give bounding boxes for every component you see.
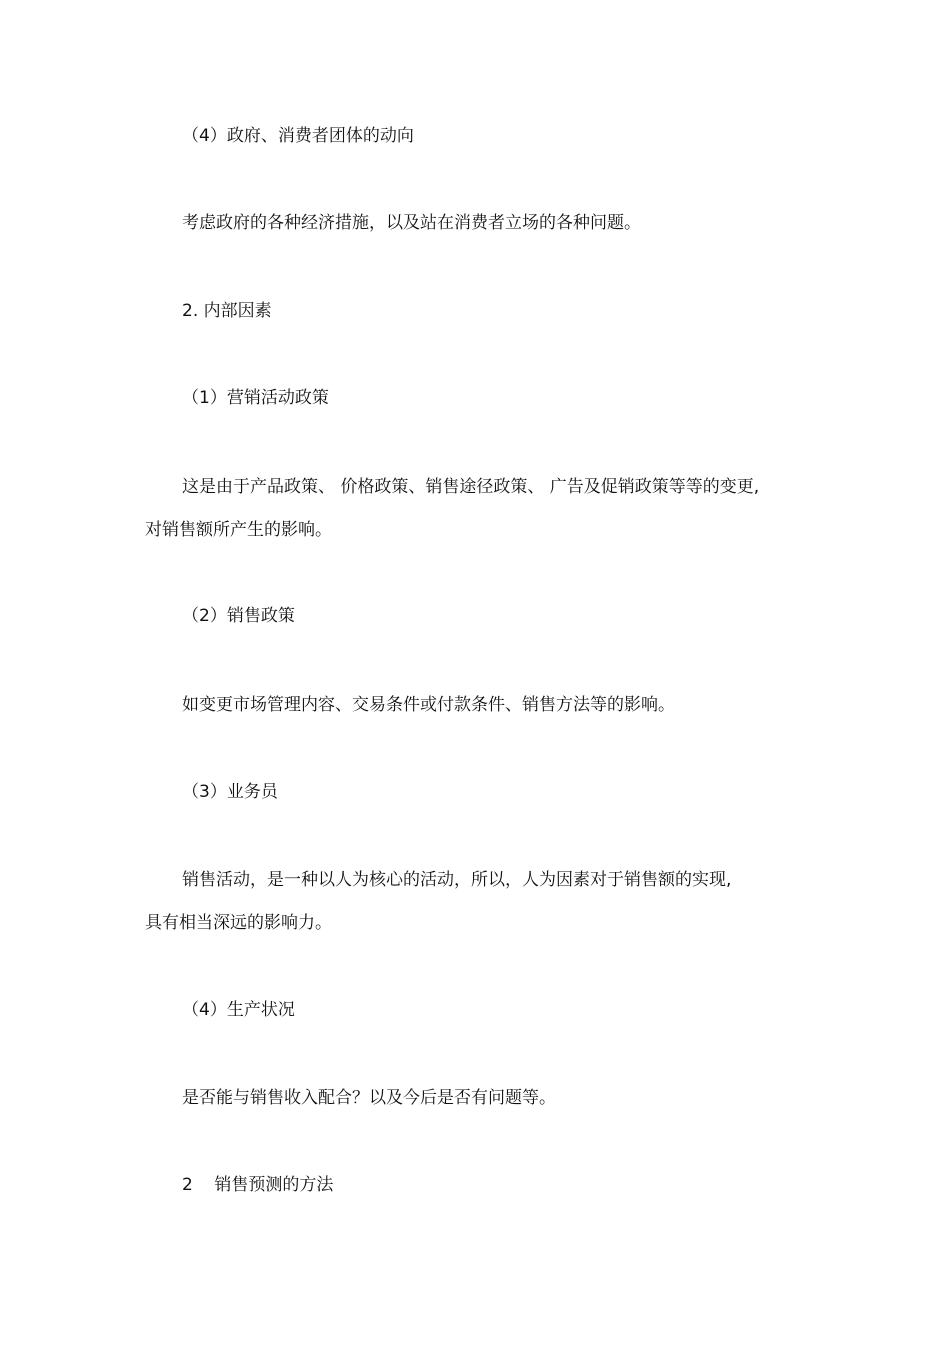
subheading-production-status: （4）生产状况 <box>182 1000 295 1020</box>
paragraph-marketing-policy-line1: 这是由于产品政策、 价格政策、销售途径政策、 广告及促销政策等等的变更, <box>182 477 760 497</box>
paragraph-government-measures: 考虑政府的各种经济措施，以及站在消费者立场的各种问题。 <box>182 213 641 233</box>
paragraph-production-status: 是否能与销售收入配合？以及今后是否有问题等。 <box>182 1088 556 1108</box>
subheading-government-consumers: （4）政府、消费者团体的动向 <box>182 126 414 146</box>
subheading-sales-policy: （2）销售政策 <box>182 606 295 626</box>
paragraph-sales-policy: 如变更市场管理内容、交易条件或付款条件、销售方法等的影响。 <box>182 695 675 715</box>
section-heading-internal-factors: 2. 内部因素 <box>182 301 272 321</box>
section-heading-forecast-methods: 2 销售预测的方法 <box>182 1175 334 1195</box>
paragraph-salesperson-line2: 具有相当深远的影响力。 <box>145 913 332 933</box>
subheading-salesperson: （3）业务员 <box>182 782 278 802</box>
paragraph-salesperson-line1: 销售活动，是一种以人为核心的活动，所以，人为因素对于销售额的实现, <box>182 870 732 890</box>
paragraph-marketing-policy-line2: 对销售额所产生的影响。 <box>145 520 332 540</box>
subheading-marketing-policy: （1）营销活动政策 <box>182 388 329 408</box>
